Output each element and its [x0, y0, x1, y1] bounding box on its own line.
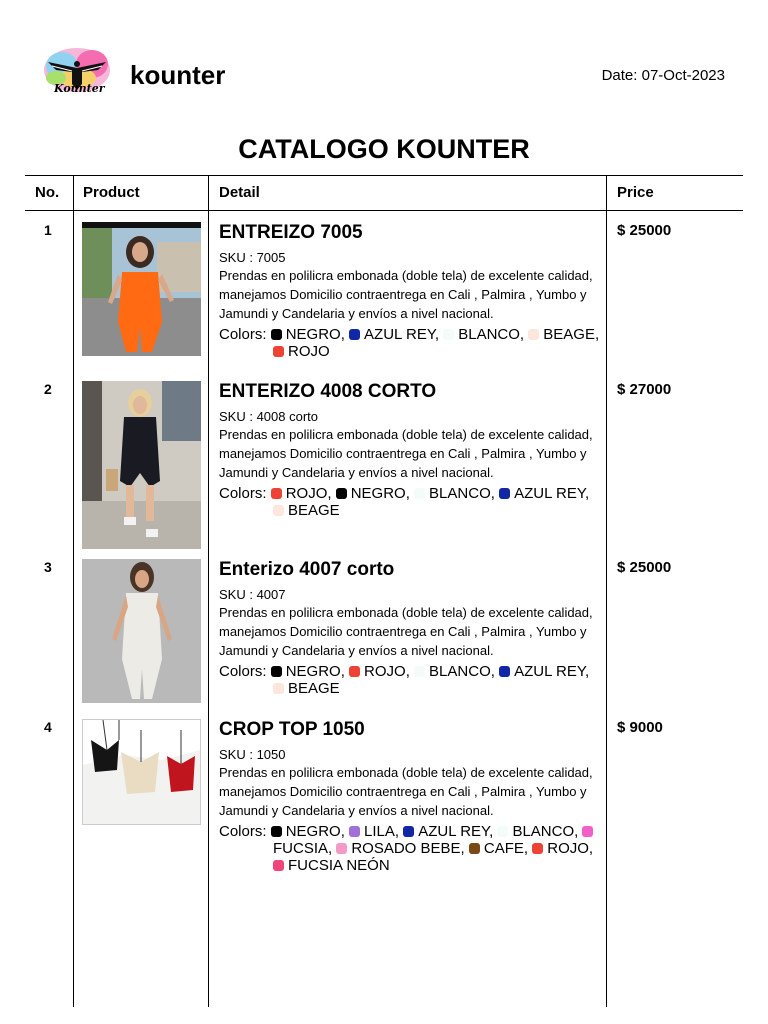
color-name: ROJO, [364, 663, 415, 680]
color-swatch [528, 329, 539, 340]
colors-label: Colors: [219, 823, 271, 840]
color-name: NEGRO, [350, 485, 415, 502]
color-name: BEAGE [288, 502, 340, 519]
kounter-logo [42, 44, 112, 100]
color-name: BLANCO, [429, 485, 500, 502]
color-list [219, 823, 604, 874]
row-number: 3 [44, 559, 52, 575]
product-detail [219, 222, 604, 360]
product-sku: SKU : 7005 [219, 250, 286, 265]
color-name: NEGRO, [285, 326, 350, 343]
color-name: AZUL REY, [418, 823, 498, 840]
header-no: No. [35, 184, 60, 201]
color-name: NEGRO, [285, 663, 350, 680]
color-swatch [469, 843, 480, 854]
product-price: $ 27000 [617, 381, 672, 398]
color-swatch [336, 843, 347, 854]
product-name: CROP TOP 1050 [219, 719, 365, 740]
colors-label: Colors: [219, 485, 271, 502]
color-swatch [414, 666, 425, 677]
product-detail [219, 719, 604, 874]
color-swatch [349, 826, 360, 837]
column-divider [208, 175, 209, 1007]
header-price: Price [617, 184, 654, 201]
product-description: Prendas en polilicra embonada (doble tela) de excelente calidad, manejamos Domicilio contraentrega en Cali , Palmira , Yumbo y Jamundi y Candelaria y envíos a nivel nacional. [219, 605, 593, 658]
color-swatch [497, 826, 508, 837]
product-image [82, 559, 201, 703]
color-name: BEAGE, [543, 326, 600, 343]
color-swatch [582, 826, 593, 837]
logo-script-text: Kounter [54, 82, 105, 95]
color-swatch [271, 826, 282, 837]
color-name: AZUL REY, [514, 663, 590, 680]
color-swatch [499, 666, 510, 677]
product-price: $ 25000 [617, 222, 672, 239]
color-swatch [273, 346, 284, 357]
product-sku: SKU : 4008 corto [219, 409, 318, 424]
document-header [0, 0, 768, 120]
color-name: AZUL REY, [514, 485, 590, 502]
product-sku: SKU : 4007 [219, 587, 286, 602]
page-title: CATALOGO KOUNTER [238, 134, 530, 164]
color-list [219, 326, 604, 360]
color-name: NEGRO, [285, 823, 350, 840]
color-name: BLANCO, [512, 823, 583, 840]
color-swatch [349, 329, 360, 340]
document-date: Date: 07-Oct-2023 [601, 67, 725, 84]
color-swatch [271, 488, 282, 499]
header-detail: Detail [219, 184, 260, 201]
product-name: Enterizo 4007 corto [219, 559, 395, 580]
color-swatch [273, 683, 284, 694]
product-description: Prendas en polilicra embonada (doble tela) de excelente calidad, manejamos Domicilio contraentrega en Cali , Palmira , Yumbo y Jamundi y Candelaria y envíos a nivel nacional. [219, 268, 593, 321]
row-number: 2 [44, 381, 52, 397]
color-swatch [414, 488, 425, 499]
color-swatch [271, 666, 282, 677]
colors-label: Colors: [219, 326, 271, 343]
color-swatch [532, 843, 543, 854]
color-name: CAFE, [483, 840, 533, 857]
color-name: ROJO, [285, 485, 336, 502]
header-product: Product [83, 184, 140, 201]
colors-label: Colors: [219, 663, 271, 680]
color-name: BLANCO, [429, 663, 500, 680]
color-list [219, 485, 604, 519]
product-name: ENTREIZO 7005 [219, 222, 363, 243]
color-swatch [403, 826, 414, 837]
color-swatch [443, 329, 454, 340]
row-number: 4 [44, 719, 52, 735]
color-name: AZUL REY, [364, 326, 444, 343]
color-name: BLANCO, [458, 326, 529, 343]
color-name: FUCSIA, [273, 840, 337, 857]
product-sku: SKU : 1050 [219, 747, 286, 762]
color-name: FUCSIA NEÓN [288, 857, 390, 874]
color-swatch [349, 666, 360, 677]
product-image [82, 719, 201, 825]
color-name: ROJO, [547, 840, 594, 857]
color-name: LILA, [364, 823, 404, 840]
product-price: $ 9000 [617, 719, 663, 736]
product-price: $ 25000 [617, 559, 672, 576]
color-list [219, 663, 604, 697]
brand-name: kounter [130, 60, 226, 90]
product-detail [219, 559, 604, 697]
product-image [82, 381, 201, 549]
product-image [82, 222, 201, 356]
color-name: ROSADO BEBE, [351, 840, 469, 857]
color-name: BEAGE [288, 680, 340, 697]
color-swatch [273, 505, 284, 516]
color-swatch [336, 488, 347, 499]
table-header-border [25, 210, 743, 211]
column-divider [73, 175, 74, 1007]
column-divider [606, 175, 607, 1007]
product-description: Prendas en polilicra embonada (doble tela) de excelente calidad, manejamos Domicilio contraentrega en Cali , Palmira , Yumbo y Jamundi y Candelaria y envíos a nivel nacional. [219, 427, 593, 480]
product-description: Prendas en polilicra embonada (doble tela) de excelente calidad, manejamos Domicilio contraentrega en Cali , Palmira , Yumbo y Jamundi y Candelaria y envíos a nivel nacional. [219, 765, 593, 818]
product-detail [219, 381, 604, 519]
row-number: 1 [44, 222, 52, 238]
color-swatch [273, 860, 284, 871]
product-name: ENTERIZO 4008 CORTO [219, 381, 437, 402]
color-name: ROJO [288, 343, 330, 360]
table-top-border [25, 175, 743, 176]
color-swatch [499, 488, 510, 499]
color-swatch [271, 329, 282, 340]
